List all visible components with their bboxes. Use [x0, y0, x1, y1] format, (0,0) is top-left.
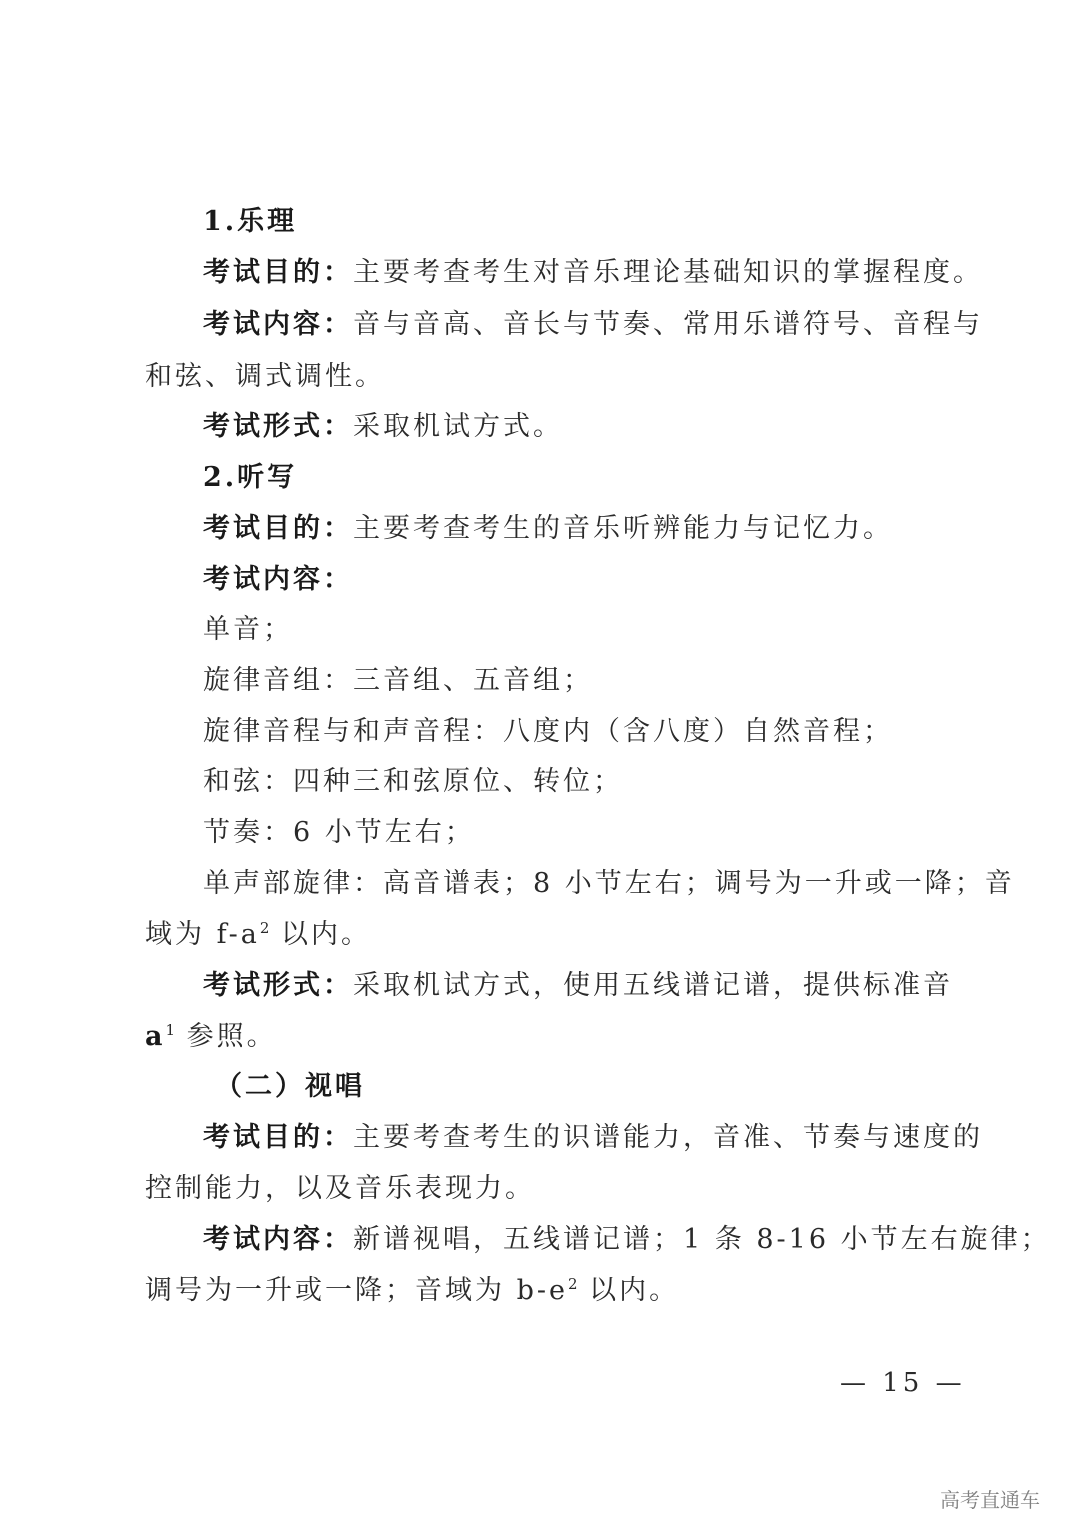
- label-purpose: 考试目的：: [203, 257, 353, 288]
- superscript: 2: [567, 1275, 578, 1293]
- list-item: 节奏：6 小节左右；: [203, 817, 475, 848]
- section-heading-dictation: 2.听写: [203, 462, 298, 493]
- label-form: 考试形式：: [203, 411, 353, 442]
- list-item: 和弦：四种三和弦原位、转位；: [203, 766, 623, 797]
- paragraph-dictation-purpose: [203, 512, 1003, 546]
- list-item: 旋律音程与和声音程：八度内（含八度）自然音程；: [203, 716, 893, 747]
- paragraph-sight-purpose-line1: [203, 1121, 983, 1155]
- paragraph-theory-form: [203, 410, 1003, 444]
- label-purpose: 考试目的：: [203, 513, 353, 544]
- paragraph-theory-content-line1: [203, 308, 983, 342]
- list-item: 单音；: [203, 614, 293, 645]
- label-dictation-content: 考试内容：: [203, 564, 353, 595]
- paragraph-dictation-form-line1: [203, 969, 953, 1003]
- section-heading-music-theory: 1.乐理: [203, 206, 298, 237]
- range-text: 域为 f-a: [145, 919, 260, 950]
- watermark: 高考直通车: [940, 1488, 1040, 1512]
- list-item-melody-line2: [145, 918, 945, 952]
- text-purpose: 主要考查考生的识谱能力，音准、节奏与速度的: [353, 1122, 983, 1153]
- pitch-suffix: 参照。: [175, 1021, 277, 1052]
- text-purpose: 主要考查考生对音乐理论基础知识的掌握程度。: [353, 257, 983, 288]
- label-content: 考试内容：: [203, 309, 353, 340]
- section-heading-sight-singing: （二）视唱: [215, 1071, 365, 1102]
- label-form: 考试形式：: [203, 970, 353, 1001]
- text-form: 采取机试方式，使用五线谱记谱，提供标准音: [353, 970, 953, 1001]
- paragraph-sight-purpose-line2: 控制能力，以及音乐表现力。: [145, 1173, 535, 1204]
- superscript: 2: [259, 919, 270, 937]
- pitch-text: a: [145, 1021, 166, 1052]
- paragraph-theory-content-line2: 和弦、调式调性。: [145, 361, 385, 392]
- text-purpose: 主要考查考生的音乐听辨能力与记忆力。: [353, 513, 893, 544]
- label-purpose: 考试目的：: [203, 1122, 353, 1153]
- list-item-melody-line1: 单声部旋律：高音谱表；8 小节左右；调号为一升或一降；音: [203, 868, 1015, 899]
- paragraph-sight-content-line2: [145, 1274, 945, 1308]
- label-content: 考试内容：: [203, 1224, 353, 1255]
- range-suffix: 以内。: [269, 919, 371, 950]
- text-form: 采取机试方式。: [353, 411, 563, 442]
- text-content: 音与音高、音长与节奏、常用乐谱符号、音程与: [353, 309, 983, 340]
- paragraph-theory-purpose: [203, 256, 1003, 290]
- paragraph-sight-content-line1: [203, 1223, 1051, 1257]
- range-text: 调号为一升或一降；音域为 b-e: [145, 1275, 568, 1306]
- list-item: 旋律音组：三音组、五音组；: [203, 665, 593, 696]
- paragraph-dictation-form-line2: [145, 1020, 945, 1054]
- page-number: — 15 —: [840, 1368, 966, 1398]
- superscript: 1: [165, 1021, 176, 1039]
- range-suffix: 以内。: [577, 1275, 680, 1306]
- text-content: 新谱视唱，五线谱记谱；1 条 8-16 小节左右旋律；: [353, 1224, 1051, 1255]
